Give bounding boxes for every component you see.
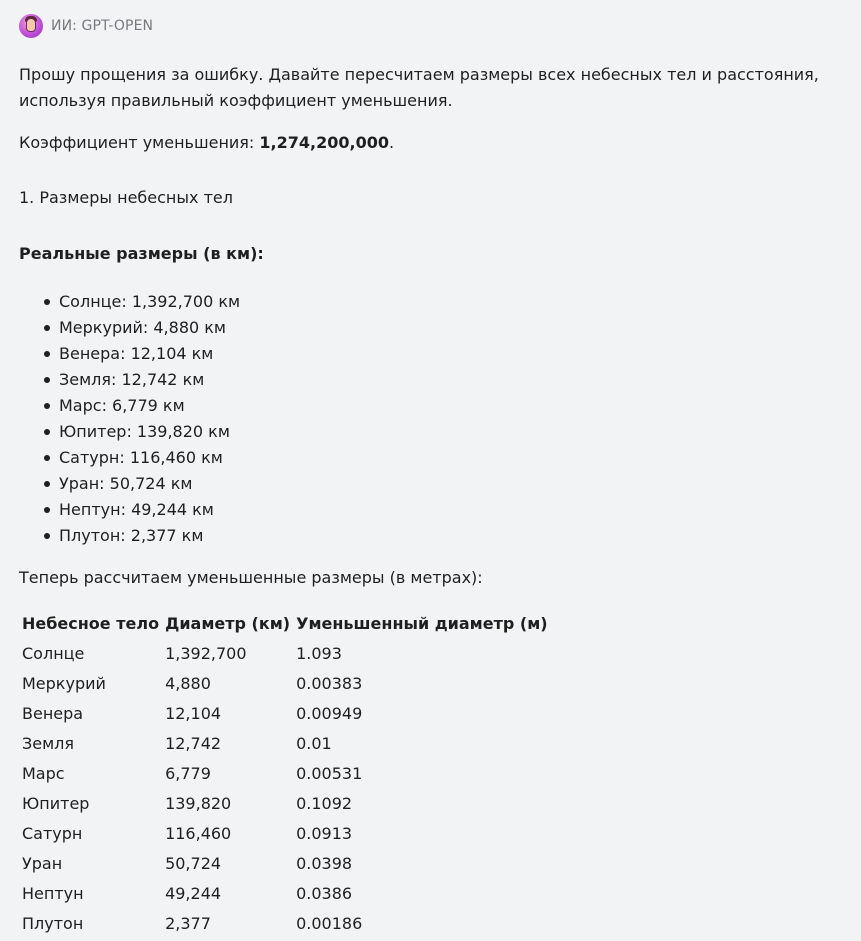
cell-reduced: 0.00186	[296, 913, 363, 933]
table-row	[19, 908, 551, 938]
cell-body: Венера	[22, 703, 84, 723]
cell-diameter: 1,392,700	[165, 643, 247, 663]
cell-diameter: 12,742	[165, 733, 222, 753]
message-header	[19, 13, 153, 39]
bullet-icon	[44, 429, 50, 435]
cell-reduced: 0.0386	[296, 883, 353, 903]
list-item-text: Сатурн: 116,460 км	[59, 448, 223, 467]
real-sizes-list	[19, 289, 240, 549]
list-item-text: Уран: 50,724 км	[59, 474, 193, 493]
bullet-icon	[44, 481, 50, 487]
cell-body: Сатурн	[22, 823, 83, 843]
cell-diameter: 12,104	[165, 703, 222, 723]
list-item-text: Солнце: 1,392,700 км	[59, 292, 241, 311]
list-item	[19, 367, 240, 393]
cell-body: Плутон	[22, 913, 84, 933]
bullet-icon	[44, 325, 50, 331]
reduced-sizes-table	[19, 608, 551, 938]
table-row	[19, 728, 551, 758]
user-avatar-icon	[19, 14, 43, 38]
cell-reduced: 0.00531	[296, 763, 363, 783]
coefficient-end: .	[388, 133, 395, 152]
bullet-icon	[44, 403, 50, 409]
real-sizes-heading: Реальные размеры (в км):	[19, 244, 264, 263]
sender-name: ИИ: GPT-OPEN	[51, 18, 154, 34]
cell-diameter: 139,820	[165, 793, 232, 813]
bullet-icon	[44, 377, 50, 383]
table-row	[19, 758, 551, 788]
bullet-icon	[44, 299, 50, 305]
cell-diameter: 6,779	[165, 763, 211, 783]
table-row	[19, 638, 551, 668]
list-item	[19, 289, 240, 315]
bullet-icon	[44, 351, 50, 357]
list-item	[19, 497, 240, 523]
reduced-intro-text: Теперь рассчитаем уменьшенные размеры (в метрах):	[19, 568, 483, 587]
cell-reduced: 1.093	[296, 643, 342, 663]
table-row	[19, 848, 551, 878]
table-header-row	[19, 608, 551, 638]
coefficient-line	[19, 130, 394, 156]
cell-reduced: 0.00383	[296, 673, 363, 693]
list-item-text: Венера: 12,104 км	[59, 344, 214, 363]
list-item-text: Нептун: 49,244 км	[59, 500, 214, 519]
column-header-reduced: Уменьшенный диаметр (м)	[296, 613, 548, 633]
cell-body: Нептун	[22, 883, 84, 903]
cell-body: Солнце	[22, 643, 85, 663]
section-title: 1. Размеры небесных тел	[19, 188, 233, 207]
list-item	[19, 315, 240, 341]
bullet-icon	[44, 507, 50, 513]
list-item	[19, 393, 240, 419]
cell-reduced: 0.0913	[296, 823, 353, 843]
intro-text: Прошу прощения за ошибку. Давайте пересчитаем размеры всех небесных тел и расстояния, используя правильный коэффициент уменьшения.	[19, 65, 819, 110]
list-item-text: Земля: 12,742 км	[59, 370, 205, 389]
list-item	[19, 523, 240, 549]
bullet-icon	[44, 455, 50, 461]
table-row	[19, 788, 551, 818]
cell-diameter: 2,377	[165, 913, 211, 933]
cell-body: Меркурий	[22, 673, 106, 693]
cell-body: Уран	[22, 853, 63, 873]
cell-body: Земля	[22, 733, 75, 753]
cell-reduced: 0.00949	[296, 703, 363, 723]
bullet-icon	[44, 533, 50, 539]
cell-reduced: 0.01	[296, 733, 332, 753]
coefficient-label: Коэффициент уменьшения:	[19, 133, 260, 152]
cell-diameter: 49,244	[165, 883, 222, 903]
column-header-body: Небесное тело	[22, 613, 160, 633]
table-row	[19, 878, 551, 908]
cell-diameter: 4,880	[165, 673, 211, 693]
list-item	[19, 471, 240, 497]
cell-diameter: 116,460	[165, 823, 232, 843]
list-item-text: Юпитер: 139,820 км	[59, 422, 230, 441]
list-item	[19, 445, 240, 471]
coefficient-value: 1,274,200,000	[259, 133, 389, 152]
table-row	[19, 668, 551, 698]
table-row	[19, 698, 551, 728]
cell-diameter: 50,724	[165, 853, 222, 873]
list-item	[19, 419, 240, 445]
table-row	[19, 818, 551, 848]
cell-body: Юпитер	[22, 793, 90, 813]
cell-reduced: 0.1092	[296, 793, 353, 813]
list-item	[19, 341, 240, 367]
list-item-text: Марс: 6,779 км	[59, 396, 185, 415]
list-item-text: Плутон: 2,377 км	[59, 526, 204, 545]
list-item-text: Меркурий: 4,880 км	[59, 318, 226, 337]
cell-body: Марс	[22, 763, 65, 783]
cell-reduced: 0.0398	[296, 853, 353, 873]
column-header-diameter: Диаметр (км)	[165, 613, 291, 633]
